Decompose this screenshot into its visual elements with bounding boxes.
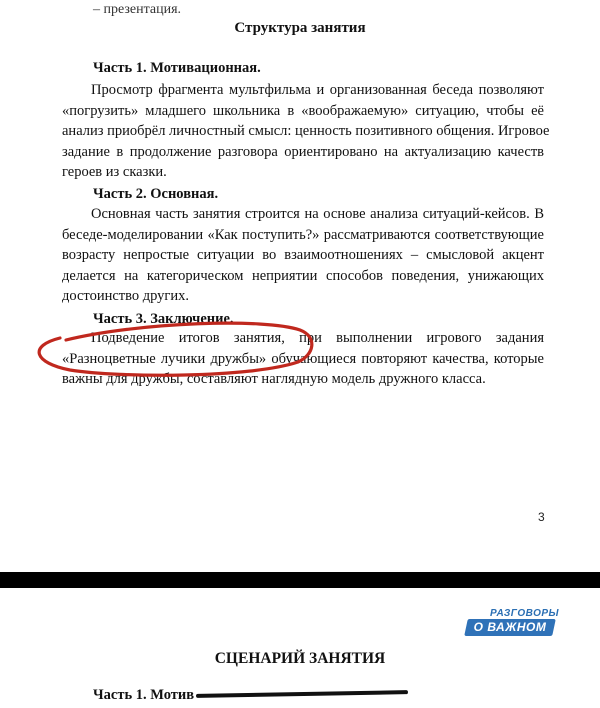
scenario-title: СЦЕНАРИЙ ЗАНЯТИЯ [214, 650, 386, 667]
redaction-stroke [196, 690, 408, 698]
razgovory-logo [462, 608, 558, 638]
paragraph-line: задание в продолжение разговора ориентировано на актуализацию качеств [62, 143, 544, 160]
document-page-2 [0, 588, 600, 708]
paragraph-line: важны для дружбы, составляют наглядную модель дружного класса. [62, 371, 486, 387]
section-title: Структура занятия [234, 20, 366, 36]
paragraph-line: анализ приобрёл личностный смысл: ценность позитивного общения. Игровое [62, 123, 550, 139]
previous-list-item: – презентация. [93, 2, 182, 17]
paragraph-line: героев из сказки. [62, 164, 167, 180]
paragraph-line: беседе-моделировании «Как поступить?» рассматриваются соответствующие [62, 226, 544, 243]
paragraph-line: Просмотр фрагмента мультфильма и организованная беседа позволяют [91, 82, 544, 98]
logo-top-text: РАЗГОВОРЫ [490, 608, 560, 619]
paragraph-line: Подведение итогов занятия, при выполнении игрового задания [91, 330, 544, 346]
part-3-title: Часть 3. Заключение. [93, 311, 234, 327]
page-number: 3 [538, 510, 545, 524]
paragraph-line: «Разноцветные лучики дружбы» обучающиеся повторяют качества, которые [62, 350, 544, 367]
part-1-title: Часть 1. Мотивационная. [93, 60, 261, 76]
paragraph-line: Основная часть занятия строится на основе анализа ситуаций-кейсов. В [91, 206, 544, 222]
paragraph-line: достоинство других. [62, 288, 190, 304]
part-2-title: Часть 2. Основная. [93, 186, 219, 202]
page-gap [0, 572, 600, 588]
page2-part-title: Часть 1. Мотив [93, 687, 195, 703]
paragraph-line: «погрузить» младшего школьника в «воображаемую» ситуацию, чтобы её [62, 102, 544, 119]
paragraph-line: делается на категорическом неприятии способов поведения, унижающих [62, 267, 544, 284]
part-1-paragraph [62, 80, 550, 183]
logo-bottom-text: О ВАЖНОМ [473, 620, 547, 634]
part-3-paragraph [62, 328, 544, 390]
part-2-paragraph [62, 204, 544, 307]
paragraph-line: возрасту непростые ситуации во взаимоотношениях – смысловой акцент [62, 247, 544, 263]
